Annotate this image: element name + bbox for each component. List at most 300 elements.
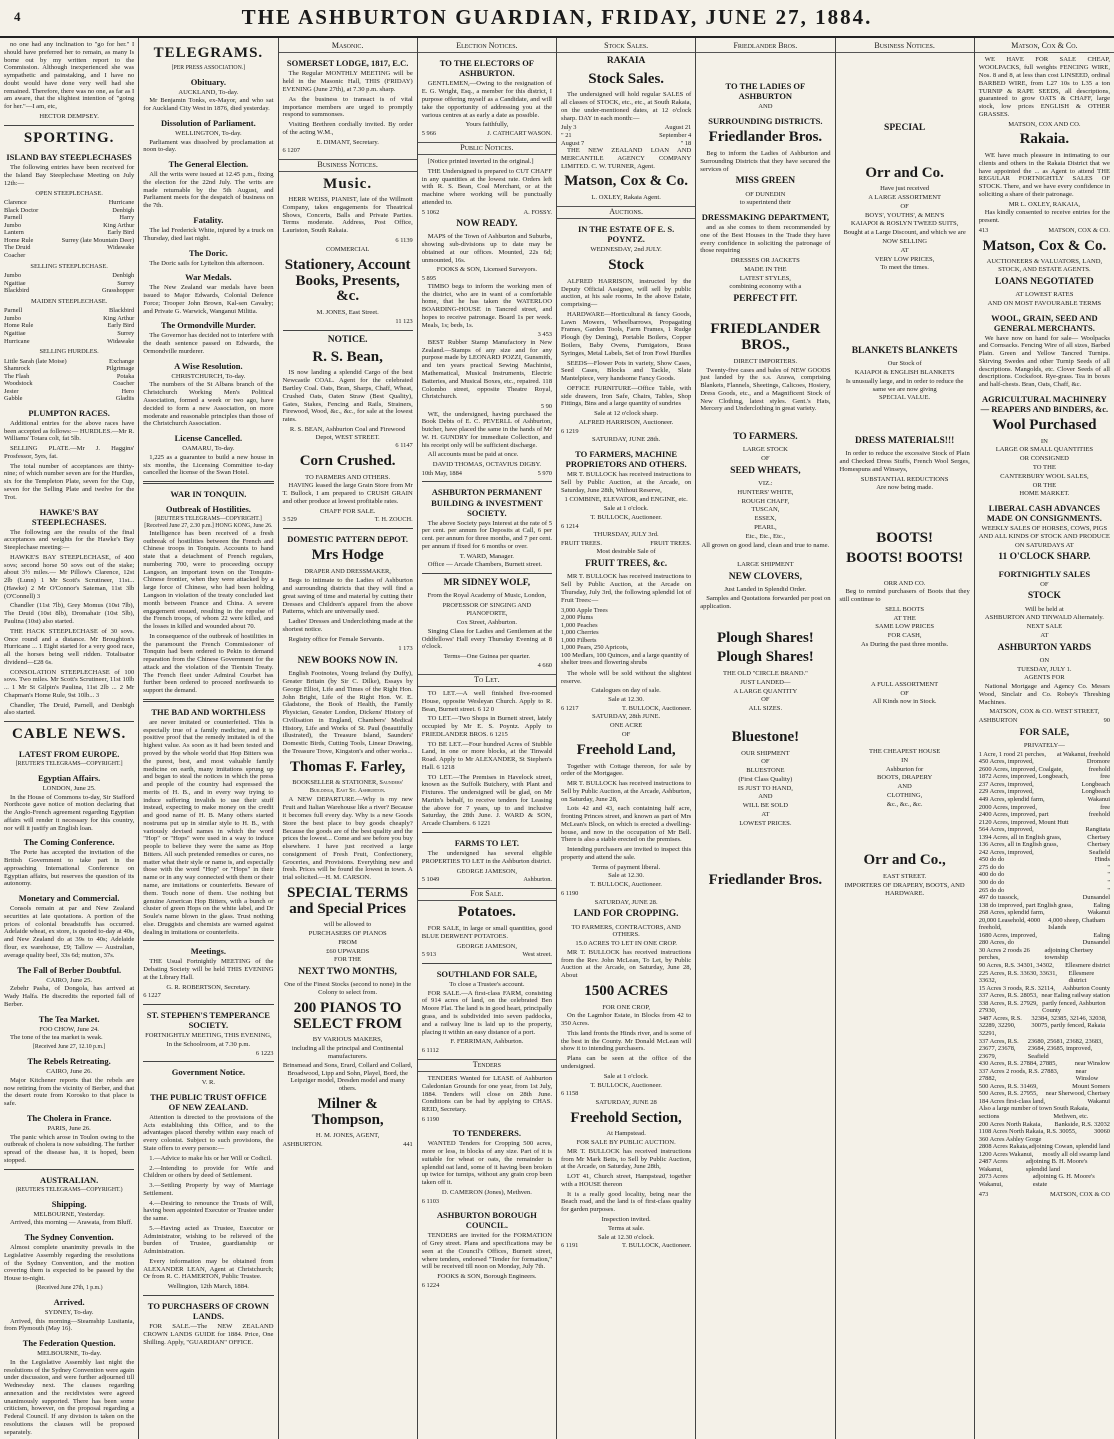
list-item-text: Coacher (4, 252, 26, 260)
ad-footer-row (561, 523, 691, 531)
ad-footer-row (561, 140, 691, 148)
centered-text: AND (758, 103, 773, 111)
divider (422, 963, 552, 964)
centered-text: Catalogues on day of sale. (591, 687, 661, 695)
display-subheading: RAKAIA (606, 56, 646, 67)
list-item (979, 909, 1110, 917)
article-paragraph: The tone of the tea market is weak. (10, 1034, 103, 1042)
centered-text: LONDON, June 25. (42, 784, 96, 792)
headline: The Coming Conference. (23, 837, 115, 848)
ad-footer-text: " 18 (680, 139, 692, 147)
centered-text: SAME LOW PRICES (875, 623, 935, 631)
list-item-text: 1,000 Filberts (561, 636, 597, 644)
list-item-text: King Arthur (103, 314, 135, 322)
divider (283, 528, 413, 529)
ad-footer-text: 6 1223 (255, 1049, 274, 1057)
display-heading: SPECIAL TERMS and Special Prices (287, 884, 409, 917)
article-paragraph: In consequence of the outbreak of hostilities in the paramount the French Commissioner of Tonquin had been ordered to Pekin to demand reparation from the Chinese Government for the attack and the violation of the Tientsin Treaty. The French fleet under Admiral Courbet has further been ordered to proceed northwards to support the demand. (143, 632, 274, 695)
list-item-text: " (1107, 879, 1110, 887)
centered-text: FOR THE (334, 956, 362, 964)
centered-text: 15.0 ACRES TO LET IN ONE CROP. (575, 940, 677, 948)
list-item (561, 637, 691, 645)
article-paragraph: WE, the undersigned, having purchased the Book Debts of E. C. PEVERLL of Ashburton, butcher, have placed the same in the hands of Mr W. H. GUNDRY for immediate Collection, and his receipt only will be sufficient discharge. (421, 410, 552, 449)
ad-footer-text: 6 1147 (395, 442, 413, 450)
list-item (979, 773, 1110, 781)
list-item (979, 804, 1110, 812)
centered-text: G. R. ROBERTSON, Secretary. (166, 983, 251, 991)
article-paragraph: SEEDS—Flower Pots in variety, Show Cases, Seed Cases, Blocks and Tackle, Slate Mantelpiece, very handsome Fancy Goods. (561, 359, 692, 383)
ad-footer-row (283, 237, 413, 245)
headline: A Wise Resolution. (174, 360, 243, 371)
article-paragraph: 2.—Intending to provide for Wife and Children or others by deed of Settlement. (143, 1164, 274, 1180)
list-item-text: Hinds (1094, 856, 1110, 864)
list-item (979, 1105, 1110, 1120)
list-item (979, 1158, 1110, 1173)
article-paragraph: The above Society pays Interest at the rate of 5 per cent. per annum for Deposits at Call, 6 per cent. per annum for three months, and 7 per cent. per annum if fixed for 6 months or over. (421, 519, 552, 550)
ad-footer-row (283, 1141, 413, 1149)
headline: ASHBURTON BOROUGH COUNCIL. (436, 1210, 537, 1231)
list-item-text: Jumbo (4, 272, 22, 280)
centered-text: EAST STREET. (882, 873, 927, 881)
list-item-text: Hurricane (4, 337, 30, 345)
list-item-text: near Sherwood, Chertsey (1045, 1090, 1110, 1098)
list-item (4, 237, 134, 245)
headline: FARMS TO LET. (454, 838, 520, 849)
display-subheading: NEW CLOVERS, (728, 572, 802, 583)
centered-text: FOR ONE CROP, (602, 1003, 651, 1011)
list-item-text: 32384, 32385, 32146, 32038, 30075, partly fenced, Rakaia (1031, 1014, 1107, 1030)
centered-text: MADE IN THE (744, 265, 787, 273)
ad-footer-text: 3 453 (537, 331, 552, 339)
column-heading: Friedlander Bros. (696, 41, 834, 53)
divider (143, 1004, 273, 1005)
centered-text: PEARL, (754, 524, 777, 531)
list-item-text: 4,000 sheep, Chatham Islands (1048, 916, 1105, 932)
list-item-text: Home Rule (4, 322, 34, 330)
list-item-text: Pilgrimage (106, 365, 135, 373)
list-item (979, 841, 1110, 849)
ad-footer-text: 11 123 (395, 317, 413, 325)
list-item-text: 2808 Acres Rakaia, (978, 1143, 1029, 1151)
list-item (979, 917, 1110, 932)
list-item-text: Also a large number of town sections (978, 1105, 1052, 1120)
centered-text: H. M. JONES, AGENT, (315, 1132, 380, 1140)
article-paragraph: HAVING leased the large Grain Store from Mr T. Bullock, I am prepared to CRUSH GRAIN and other produce at lowest profitable rates. (282, 482, 413, 505)
centered-text: SATURDAY, 28th JUNE. (592, 713, 661, 721)
centered-text: ASHBURTON AND TINWALD Alternately. (984, 614, 1104, 622)
ad-footer-text: 413 (978, 226, 989, 234)
article-paragraph: FOR SALE, in large or small quantities, good BLUE DERWENT POTATOES. (421, 925, 552, 940)
list-item (979, 894, 1110, 902)
ad-footer-text: Ashburton. (523, 876, 552, 884)
centered-text: TO FARMERS AND OTHERS. (305, 473, 391, 481)
list-item (979, 856, 1110, 864)
list-item-text: 3487 Acres, R.S. 32289, 32290, 32291, (978, 1014, 1022, 1037)
subheading: BOOKSELLER & STATIONER, Saunders' Buildings, East St. Ashburton. (292, 779, 404, 794)
ad-footer-text: 441 (403, 1141, 413, 1149)
centered-text: SUBSTANTIAL REDUCTIONS (860, 475, 949, 483)
centered-text: THE OLD "CIRCLE BRAND." (722, 670, 808, 678)
list-item-text: near Winslow (1074, 1060, 1110, 1068)
centered-text: OF (1040, 580, 1049, 588)
ad-footer-text: August 21 (664, 124, 692, 132)
centered-text: OAMARU, To-day. (182, 445, 235, 453)
list-item (4, 365, 134, 373)
ad-footer-row (283, 442, 413, 450)
ad-footer-text: FRUIT TREES. (561, 539, 602, 547)
news-column-6 (696, 38, 835, 1439)
centered-text: CANTERBURY WOOL SALES, (1000, 472, 1089, 480)
article-paragraph: Registry office for Female Servants. (288, 635, 385, 643)
ad-footer-text: T. BULLOCK, Auctioneer. (621, 704, 692, 712)
spacer (700, 56, 830, 76)
article-paragraph: THE NEW ZEALAND LOAN AND MERCANTILE AGENCY COMPANY LIMITED. C. W. TURNER, Agent. (561, 147, 692, 170)
centered-text: Sale at 12 o'clock sharp. (594, 410, 659, 418)
centered-text: LARGE SHIPMENT (737, 561, 794, 569)
article-paragraph: BEST Rubber Stamp Manufactory in New Zealand.—Stamps of any size and for any purpose made by LEONARD POZZI, Gunsmith, and ten years practical Sewing Machinist, Mathematical, Musical Instruments, Electric Batteries, and Musical Boxes, etc., repaired. 118 Colombo street, opposite Theatre Royal, Christchurch. (421, 338, 552, 401)
spacer (840, 571, 970, 579)
article-paragraph: In order to reduce the excessive Stock of Plain and Checked Dress Stuffs, French Wool Serges, Homespuns and Winseys, (839, 450, 970, 473)
centered-text: Sale at 1 o'clock. (603, 505, 649, 513)
list-item (4, 222, 134, 230)
list-item (979, 1128, 1110, 1136)
article-paragraph: Chandler (11st 7lb), Grey Momus (10st 7lb), The Druid (10st 8lb), Dromahair (10st 5lb), Paulina (10st) also started. (4, 602, 135, 625)
ad-footer-row (561, 124, 691, 132)
display-subheading: NEXT TWO MONTHS, (298, 967, 397, 978)
centered-text: Bought at a Large Discount, and which we are (843, 229, 966, 237)
list-item-text: 3,000 Apple Trees (561, 606, 608, 614)
ad-footer-row (561, 428, 691, 436)
list-item (4, 229, 134, 237)
centered-text: FROM (338, 938, 357, 946)
list-item-text: adjoining B. H. Moore's splendid land (1025, 1158, 1088, 1173)
centered-text: ALL SIZES. (748, 705, 783, 713)
display-heading: Stock (608, 257, 645, 274)
ad-footer-row (143, 1050, 273, 1058)
headline: The Sydney Convention. (24, 1232, 114, 1243)
spacer (700, 550, 830, 560)
ad-footer-text: MATSON, COX & CO (1049, 1191, 1110, 1199)
list-item-text: Wakanui (1087, 1097, 1110, 1105)
centered-text: £60 UPWARDS (326, 947, 370, 955)
list-item-text: 337 Acres 2 roods, R.S. 27883, 27882, (978, 1067, 1059, 1083)
centered-text: Will be held at (1025, 605, 1064, 613)
ad-footer-text: 6 1219 (561, 427, 579, 435)
list-item (979, 1151, 1110, 1159)
spacer (840, 56, 970, 120)
ad-footer-text: 6 1227 (143, 992, 161, 1000)
ad-footer-text: 6 1139 (395, 236, 413, 244)
centered-text: including all the principal and Continental manufacturers. (291, 1045, 404, 1060)
list-item-text: Jumbo (4, 221, 22, 229)
centered-text: Etc., Etc., Etc., (745, 532, 786, 540)
display-heading: Orr and Co., (863, 852, 946, 869)
entry-list (979, 751, 1110, 1189)
display-heading: R. S. Bean, (312, 348, 383, 365)
ad-footer-text: 6 1103 (421, 1197, 440, 1205)
headline: Government Notice. (171, 1067, 245, 1078)
centered-text: OUR SHIPMENT (741, 749, 790, 757)
centered-text: Are now being made. (876, 484, 933, 492)
list-item (4, 315, 134, 323)
centered-text: Sale at 12.30 o'clock. (597, 1233, 655, 1241)
display-subheading: DRESS MATERIALS!!! (854, 436, 955, 447)
centered-text: TO THE (1032, 464, 1056, 471)
list-item-text: partly fenced, Ashburton County (1042, 999, 1106, 1015)
centered-text: Sale at 12.30. (608, 696, 645, 704)
list-item-text: Widawake (107, 244, 135, 252)
centered-text: AGENTS FOR (1024, 674, 1065, 682)
article-paragraph: WE HAVE FOR SALE CHEAP, WOOLPACKS, full weights FENCING WIRE, Nos. 8 and 8, at less than cost LINSEED, ordinal BARBED WIRE, from L27 10s to L35 a ton TURNIP & RAPE SEEDS, all descriptions, guaranteed to grow OATS & CHAFF, large stock, low prices ENGLISH & OTHER GRASSES. (978, 56, 1110, 118)
article-paragraph: The panic which arose in Toulon owing to the outbreak of cholera is now subsiding. The further spread of the disease has, it is hoped, been stopped. (4, 1133, 135, 1164)
list-item-text: 15 Acres 3 roods, R.S. 32114, (978, 984, 1056, 992)
centered-text: TO FARMERS, CONTRACTORS, AND OTHERS. (571, 923, 681, 939)
centered-text: OF (621, 731, 631, 739)
article-paragraph: LOT 41, Church street, Hampstead, together with a HOUSE thereon (561, 1173, 692, 1188)
list-item-text: 30 Acres 2 roods 26 perches, (978, 946, 1030, 962)
ad-footer-row (422, 1282, 552, 1290)
list-item (4, 307, 134, 315)
headline: WOOL, GRAIN, SEED AND GENERAL MERCHANTS. (991, 312, 1098, 333)
article-paragraph: Has kindly consented to receive entries for the present. (978, 209, 1110, 225)
centered-text: Terms at sale. (607, 1224, 645, 1232)
ad-footer-row (422, 331, 552, 339)
display-subheading: BLANKETS BLANKETS (851, 346, 958, 357)
headline: TO TENDERERS. (452, 1128, 521, 1139)
list-item (4, 199, 134, 207)
centered-text: FOO CHOW, June 24. (39, 1025, 99, 1033)
display-heading: Wool Purchased (992, 416, 1097, 433)
centered-text: AND ON MOST FAVOURABLE TERMS (987, 299, 1102, 307)
centered-text: Ashburton for (886, 765, 924, 773)
centered-text: WEEKLY SALES OF HORSES, COWS, PIGS AND ALL KINDS OF STOCK AND PRODUCE (978, 525, 1110, 540)
ad-footer-row (422, 876, 552, 884)
centered-text: will be allowed to (323, 921, 372, 929)
list-item-text: 1 Acre, 1 rood 21 perches, (978, 750, 1047, 758)
column-heading: Election Notices. (418, 41, 556, 53)
list-item (4, 395, 134, 403)
article-paragraph: Beg to remind purchasers of Boots that they still continue to (839, 588, 970, 604)
centered-text: F. FERRIMAN, Ashburton. (450, 1038, 524, 1046)
centered-text: To close a Trustee's account. (449, 980, 525, 988)
ad-footer-row (422, 951, 552, 959)
list-item-text: Potaka (116, 372, 135, 380)
list-item-text: Widawake (107, 337, 135, 345)
ad-footer-text: A. FOSSY. (523, 208, 552, 216)
centered-text: AT THE (893, 614, 916, 622)
list-item (979, 887, 1110, 895)
article-paragraph: It is a really good locality, being near the Beach road, and the land is of first-class quality for garden purposes. (561, 1190, 692, 1214)
article-paragraph: HERR WEISS, PIANIST, late of the Willmott Company, takes engagements for Theatrical Shows, Concerts, Balls and Private Parties. Terms moderate. Address, Post Office, Lauriston, South Rakaia. (282, 196, 413, 235)
list-item-text: 1,000 Peaches (561, 621, 598, 629)
article-paragraph: IS now landing a splendid Cargo of the best Newcastle COAL. Agent for the celebrated Bartley Coal. Oats, Bran, Sharps, Chaff, Wheat, Crushed Oats, Oaten Straw (Best Quality), Gates, Stakes, Fencing and Rails, Strainers, Firewood, Wood, &c., &c., for sale at the lowest rates. (282, 369, 413, 424)
display-heading: Friedlander Bros. (708, 871, 823, 888)
list-item (979, 871, 1110, 879)
article-paragraph: Plans can be seen at the office of the undersigned. (561, 1055, 692, 1070)
ad-footer-row (979, 227, 1110, 235)
article-paragraph: Mr Benjamin Tonks, ex-Mayor, and who sat for Auckland City West in 1876, died yesterday. (143, 97, 274, 113)
article-paragraph: Samples and Quotations forwarded per post on application. (700, 595, 831, 610)
centered-text: OF (900, 202, 909, 210)
display-heading: Plough Shares! (716, 649, 814, 666)
section-heading: Business Notices. (279, 159, 417, 172)
centered-text: SATURDAY, JUNE 28 (595, 1098, 657, 1106)
list-item (4, 214, 134, 222)
spacer (700, 613, 830, 627)
list-item-text: Ealing (1093, 901, 1110, 909)
article-paragraph: MR T. BULLOCK has received instructions to Sell by Public Auction, at the Arcade, Ashburton, on Saturday, June 28, (561, 780, 692, 803)
ad-footer-row (143, 992, 273, 1000)
centered-text: KAIAPOI & ENGLISH BLANKETS (854, 369, 955, 377)
centered-text: CHAFF FOR SALE. (319, 507, 376, 515)
headline: AUSTRALIAN. (39, 1174, 99, 1185)
ad-footer-text: 10th May, 1884 (421, 469, 462, 477)
centered-text: AUCKLAND, To-day. (178, 88, 239, 96)
list-item-text: Denbigh (112, 206, 135, 214)
list-item (979, 766, 1110, 774)
list-item-text: 225 Acres, R.S. 33630, 33631, 33632, (978, 969, 1058, 985)
article-paragraph: FOR SALE.—A first-class FARM, consisting of 914 acres of land, on the celebrated Ben Moore Flat. The land is in good heart, principally grass, and is subdivided into seven paddocks, and a railway line is laid up to the property, placing it within an easy distance of a port. (421, 989, 553, 1036)
article-paragraph: MAPS of the Town of Ashburton and Suburbs, showing sub-divisions up to date may be obtained at our offices. Mounted, 22s 6d; unmounted, 16s. (421, 233, 552, 264)
headline: SOMERSET LODGE, 1817, E.C. (286, 58, 409, 69)
list-item-text: 20,000 Leasehold, 4000 freehold, (978, 916, 1041, 932)
ad-footer-row (283, 147, 413, 155)
ad-footer-text: T. H. ZOUCH. (374, 516, 413, 524)
centered-text: &c., &c., &c. (886, 800, 923, 808)
headline: DRESSMAKING DEPARTMENT, (701, 212, 830, 223)
list-item (4, 252, 134, 260)
list-item-text: 500 Acres, R.S. 31469, (978, 1082, 1038, 1090)
news-column-2 (139, 38, 278, 1439)
centered-text: NEXT SALE (1026, 623, 1063, 631)
list-item-text: Dunsandel (1082, 939, 1110, 947)
article-paragraph: All accounts must be paid at once. (427, 451, 519, 459)
centered-text: Sale at 1 o'clock. (603, 1072, 649, 1080)
centered-text: IN (901, 756, 909, 764)
list-item-text: Longbeach (1081, 788, 1110, 796)
ad-footer-text: 6 1214 (561, 522, 579, 530)
columns-container (0, 38, 1114, 1436)
list-item-text: Ngaitiae (4, 279, 26, 287)
centered-text: OF (761, 455, 770, 463)
subheading: MAIDEN STEEPLECHASE. (30, 297, 108, 305)
article-paragraph: As the business to transact is of vital importance members are urged to promptly respond to summonses. (282, 95, 413, 119)
headline: Dissolution of Parliament. (161, 117, 256, 128)
dateline: [REUTER'S TELEGRAMS—COPYRIGHT.] [Received June 27, 2.30 p.m.] HONG KONG, June 26. (144, 516, 273, 530)
list-item (979, 932, 1110, 940)
article-paragraph: Arrived, this morning—Steamship Lusitania, from Plymouth (May 16). (4, 1317, 135, 1333)
list-item-text: 242 Acres, improved, (978, 848, 1034, 856)
list-item (4, 280, 134, 288)
list-item-text: Black Doctor (4, 206, 39, 214)
display-subheading: LOANS NEGOTIATED (994, 276, 1094, 287)
article-paragraph: TO LET.—The Premises in Havelock street, known as the Suffolk Butchery, with Plant and Fixtures. The undersigned will be glad, on Mr Martin's behalf, to receive tenders for Leasing the above for 7 years, up to and inclusive Saturday, the 28th June. J. WARD & SON, Arcade Chambers. 6 1221 (421, 773, 552, 828)
centered-text: CLOTHING, (886, 791, 923, 799)
list-item (561, 629, 691, 637)
centered-text: ORR AND CO. (883, 579, 926, 587)
article-paragraph: Zebehr Pasha, of Dongola, has arrived at Wady Halfa. He discredits the reported fall of Berber. (4, 985, 135, 1008)
centered-text: AT LOWEST RATES (1015, 291, 1074, 298)
list-item-text: 138 do improved, part English grass, (978, 901, 1073, 909)
divider (143, 699, 273, 702)
article-paragraph: We have now on hand for sale— Woolpacks and Cornsacks. Fencing Wire of all sizes, Barbed Plain. Green and Yellow Tancred Turnips. Skirving Swedes and other Turnip Seeds of all descriptions. Mangolds, etc. Clover Seeds of all descriptions. Cocksfoot. Rye-grass. Tea in boxes and half-chests. Bran, Oats, Chaff, &c. (978, 334, 1110, 389)
list-item-text: Mount Somers (1072, 1082, 1110, 1090)
centered-text: MELBOURNE, Yesterday. (33, 1210, 105, 1218)
list-item-text: Dunsandel (1082, 894, 1110, 902)
list-item (4, 287, 134, 295)
dateline: (REUTER'S TELEGRAMS—COPYRIGHT.) (15, 1186, 123, 1193)
entry-list (561, 607, 691, 667)
headline: WAR IN TONQUIN. (170, 489, 247, 500)
centered-text: A LARGE ASSORTMENT (868, 194, 942, 202)
list-item (979, 1121, 1110, 1129)
spacer (840, 138, 970, 162)
list-item (979, 1083, 1110, 1091)
article-paragraph: In the Legislative Assembly last night the resolutions of the Sydney Convention were again under discussion, and were further adjourned till Wednesday next. The clauses regarding annexation and the recidivistes were agreed unanimously supported. There has been some criticism, however, on the proposal regarding a Federal Council. If any division is taken on the resolutions the clauses will be proposed separately. (4, 1358, 135, 1436)
article-paragraph: 3.—Settling Property by way of Marriage Settlement. (143, 1182, 274, 1197)
display-subheading: FRUIT TREES, &c. (585, 559, 668, 570)
list-item-text: Longbeach (1081, 780, 1110, 788)
centered-text: CAIRO, June 26. (46, 1068, 93, 1076)
display-heading: Corn Crushed. (299, 452, 396, 469)
spacer (840, 403, 970, 433)
article-paragraph: The undersigned will hold regular SALES of all classes of STOCK, etc., etc., at South Rakaia, on the under-mentioned dates, at 12 o'clock sharp. DAY in each month:— (561, 91, 692, 122)
list-item-text: freehold (1088, 765, 1110, 773)
centered-text: R. S. BEAN, Ashburton Coal and Firewood Depot, WEST STREET. (289, 425, 406, 441)
news-column-1 (0, 38, 139, 1439)
centered-text: DRESSES OR JACKETS (730, 257, 800, 265)
article-paragraph: Beg to inform the Ladies of Ashburton and Surrounding Districts that they have secured the services of (700, 150, 831, 173)
list-item-text: adjoining Chertsey township (1044, 946, 1093, 962)
section-heading: Public Notices. (418, 142, 556, 155)
ad-footer-text: 5 1049 (421, 876, 440, 884)
article-paragraph: The New Zealand war medals have been issued to Major Edwards, Colonial Defence Force; Trooper John Brown, Kal-sen Cavalry; and Private G. Warwick, Wanganui Militia. (143, 284, 274, 315)
centered-text: Wellington, 12th March, 1884. (167, 1283, 249, 1291)
ad-footer-text: 5 90 (540, 403, 552, 411)
list-item-text: 2400 Acres, improved, part (978, 811, 1049, 819)
centered-text: WEDNESDAY, 2nd JULY. (590, 246, 662, 254)
centered-text: ON SATURDAYS AT (1015, 541, 1074, 549)
list-item-text: Bankside, R.S. 32032 (1054, 1120, 1110, 1128)
centered-text: PARIS, June 26. (47, 1124, 91, 1132)
entry-list (4, 199, 134, 259)
centered-text: GEORGE JAMESON, (456, 942, 518, 950)
article-paragraph: WE have much pleasure in intimating to our clients and others in the Rakaia District that we have appointed the ... as Agent to attend THE REGULAR FORTNIGHTLY SALES OF STOCK. There, and we have every confidence in soliciting a share of their patronage. (978, 152, 1110, 198)
list-item (979, 849, 1110, 857)
article-paragraph: Almost complete unanimity prevails in the Legislative Assembly regarding the resolutions of the Sydney Convention, and the motion covering them is expected to be passed by the House to-night. (4, 1244, 135, 1283)
subheading: OPEN STEEPLECHASE. (35, 189, 103, 197)
ad-footer-row (422, 1116, 552, 1124)
divider (4, 1169, 134, 1170)
list-item-text: 449 Acres, splendid farm, (978, 796, 1045, 803)
ad-footer-text: FRUIT TREES. (650, 539, 692, 547)
centered-text: D. CAMERON (Jones), Methven. (441, 1189, 532, 1197)
article-paragraph: The lad Frederick White, injured by a truck on Thursday, died last night. (143, 227, 274, 242)
list-item-text: 229 Acres, improved, (978, 788, 1034, 796)
display-subheading: 11 O'CLOCK SHARP. (998, 552, 1091, 563)
centered-text: T. BULLOCK, Auctioneer. (590, 1081, 662, 1089)
spacer (700, 829, 830, 869)
headline: The Doric. (189, 247, 228, 258)
list-item (979, 962, 1110, 970)
centered-text: AT (900, 246, 909, 254)
list-item-text: Parnell (4, 307, 23, 315)
headline: The Federation Question. (22, 1338, 116, 1349)
list-item-text: Gladiis (115, 395, 135, 403)
headline: PLUMPTON RACES. (28, 407, 110, 418)
centered-text: OR CONSIGNED (1019, 455, 1069, 463)
section-title: SPORTING. (23, 129, 115, 146)
